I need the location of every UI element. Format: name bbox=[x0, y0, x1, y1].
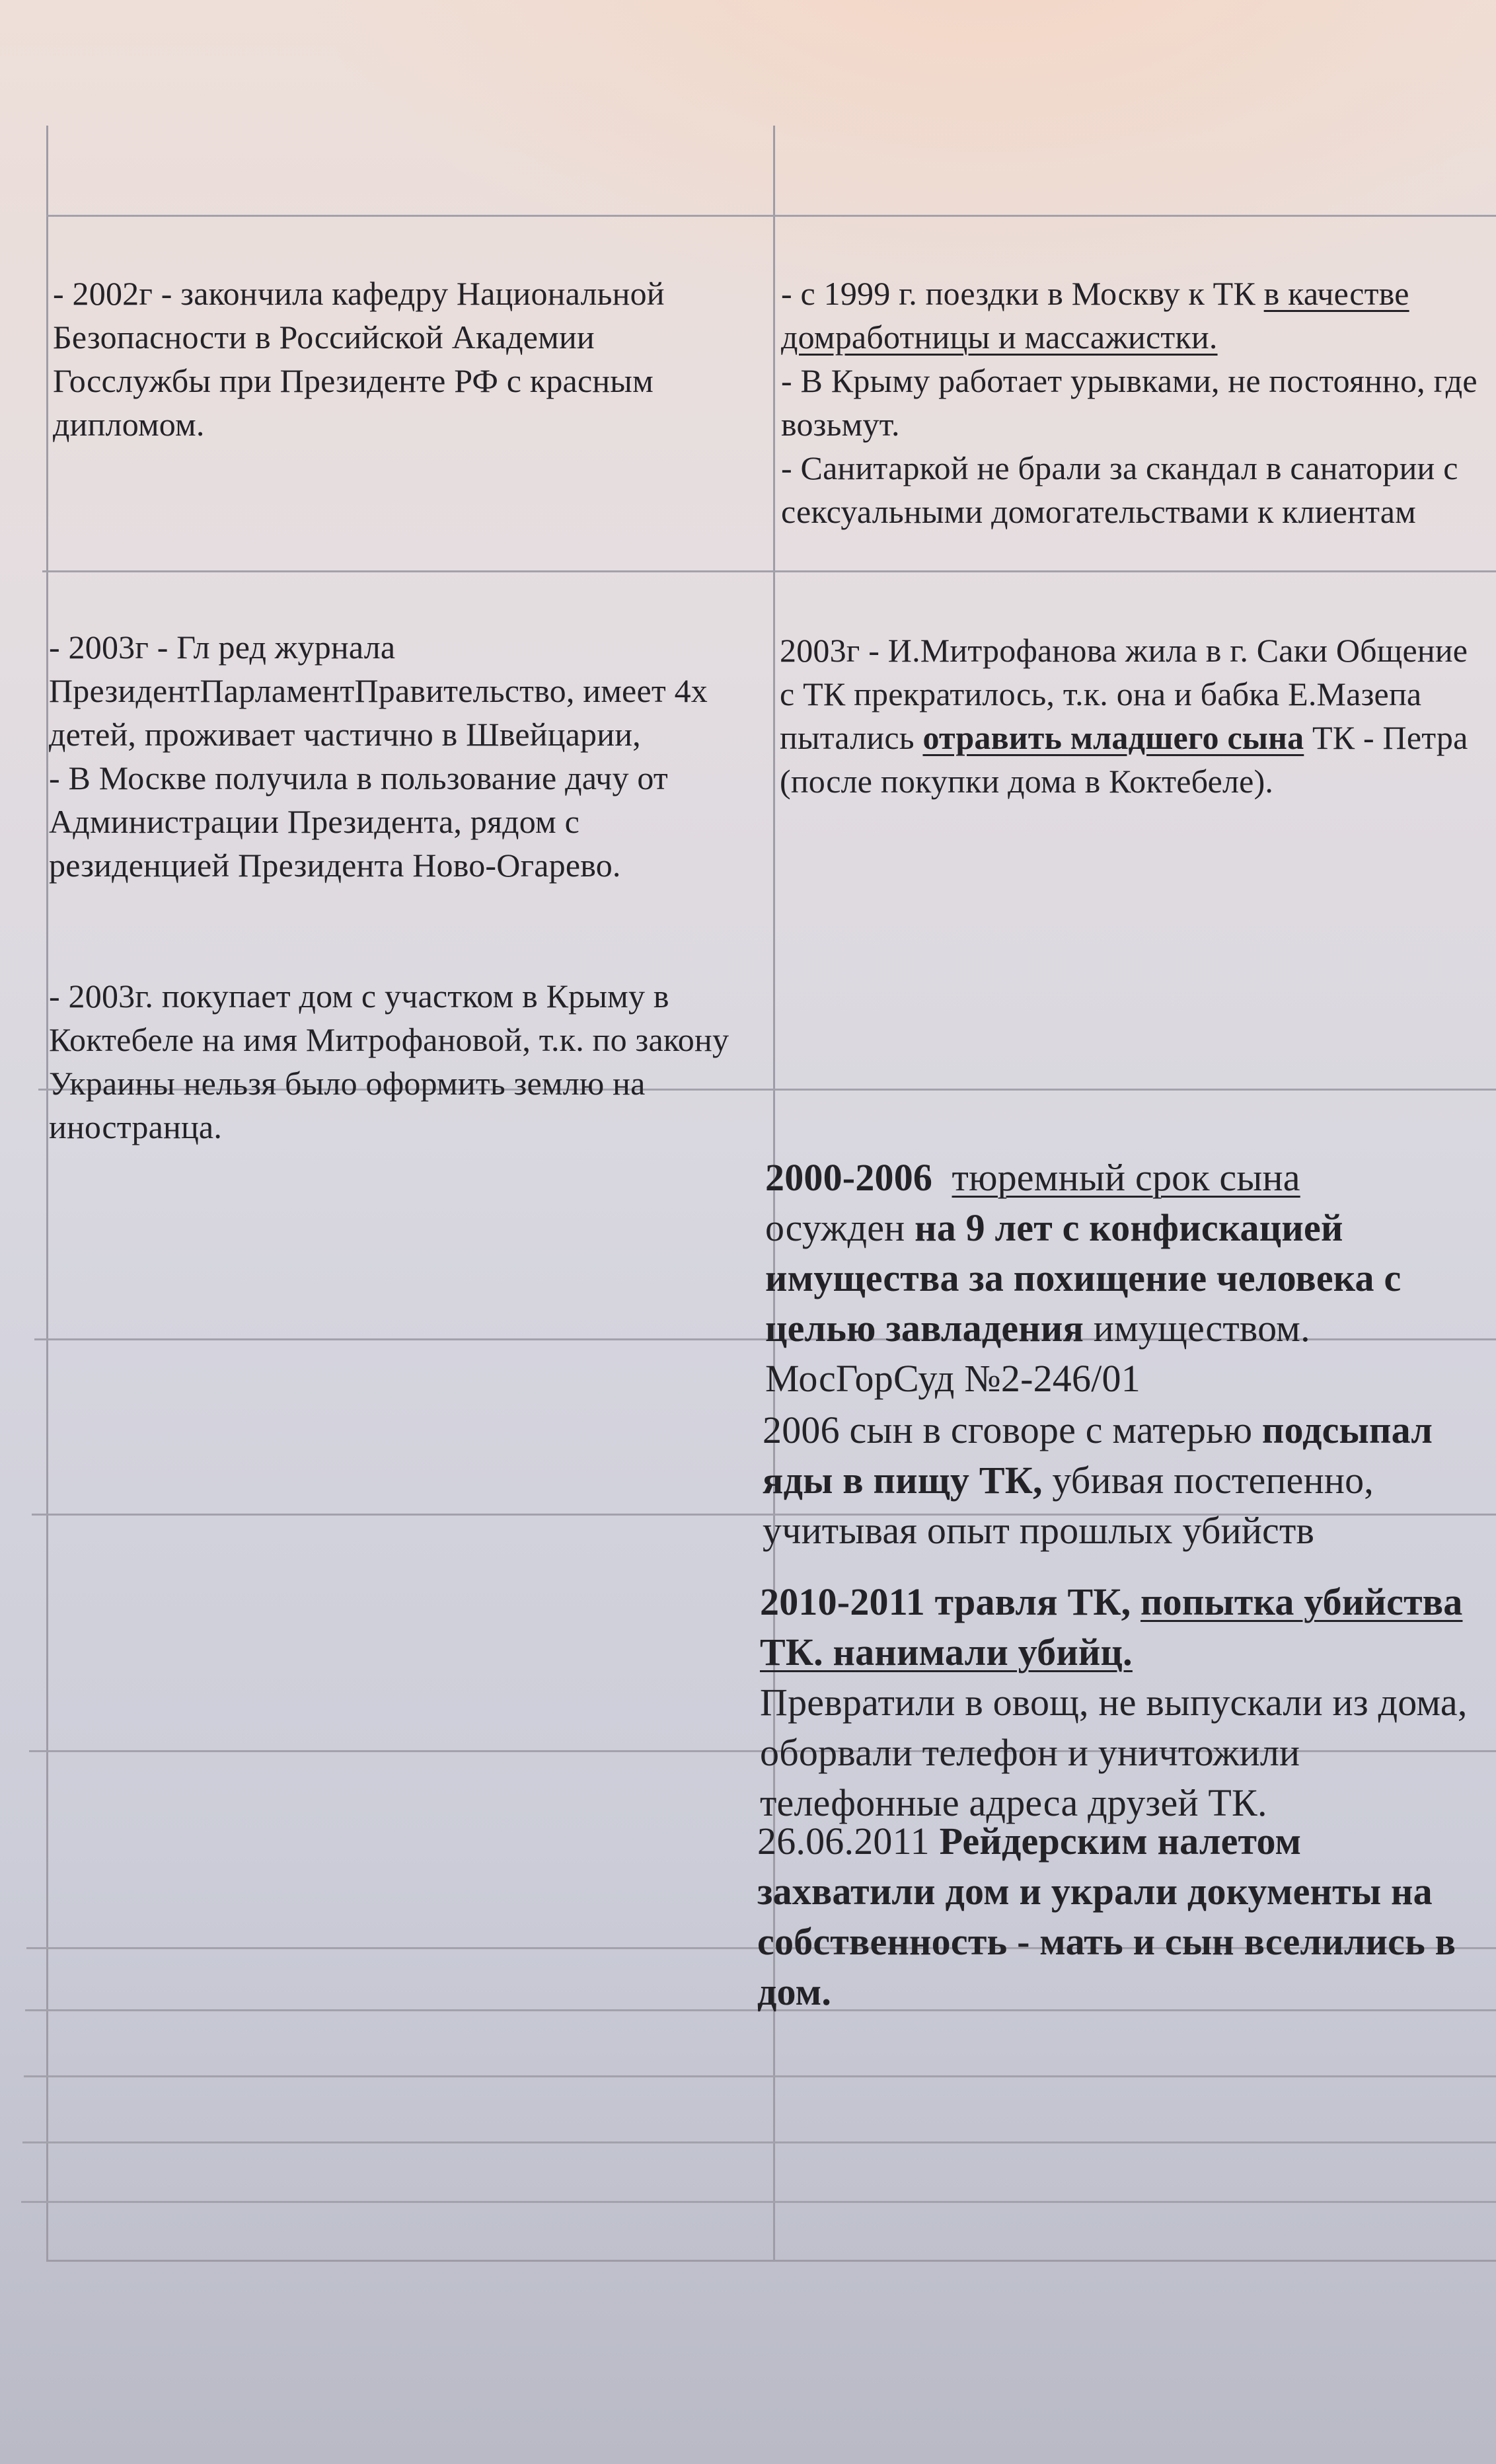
left-cell-2002 bbox=[53, 228, 753, 446]
right-cell-2003 bbox=[780, 585, 1480, 803]
right-2000-bold: на 9 лет с конфискацией имущества за похищение человека с целью завладения bbox=[765, 1206, 1402, 1350]
right-2010-bold: 2010-2011 травля ТК, bbox=[760, 1580, 1141, 1623]
right-1999-text-3: - Санитаркой не брали за скандал в санатории с сексуальными домогательствами к клиентам bbox=[781, 449, 1458, 530]
right-2010-text: Превратили в овощ, не выпускали из дома, оборвали телефон и уничтожили телефонные адреса друзей ТК. bbox=[760, 1681, 1468, 1824]
left-2003-text-b: - В Москве получила в пользование дачу от Администрации Президента, рядом с резиденцией Президента Ново-Огарево. bbox=[49, 759, 668, 884]
right-2000-year: 2000-2006 bbox=[765, 1156, 933, 1199]
right-2011-date: 26.06.2011 bbox=[757, 1820, 940, 1863]
left-2003-text-a: - 2003г - Гл ред журнала ПрезидентПарламентПравительство, имеет 4х детей, проживает частично в Швейцарии, bbox=[49, 629, 708, 753]
row-divider bbox=[24, 2075, 1496, 2077]
right-2000-underline: тюремный срок сына bbox=[952, 1156, 1300, 1199]
row-divider bbox=[21, 2201, 1496, 2203]
row-divider bbox=[22, 2141, 1496, 2143]
spacer bbox=[49, 887, 756, 931]
left-2002-text: - 2002г - закончила кафедру Национальной Безопасности в Российской Академии Госслужбы при Президенте РФ с красным дипломом. bbox=[53, 275, 665, 443]
right-1999-text: - с 1999 г. поездки в Москву к ТК bbox=[781, 275, 1264, 312]
right-2000-text-1: осужден bbox=[765, 1206, 915, 1249]
right-2003-bold-underline: отравить младшего сына bbox=[922, 719, 1304, 756]
row-divider bbox=[42, 570, 1496, 572]
left-cell-2003 bbox=[49, 582, 756, 1149]
right-2006-bold: подсыпал яды в пищу ТК, bbox=[763, 1408, 1433, 1502]
right-2010-bold-underline: попытка убийства ТК. нанимали убийц. bbox=[760, 1580, 1463, 1674]
right-1999-underline: в качестве домработницы и массажистки. bbox=[781, 275, 1409, 356]
right-cell-1999 bbox=[781, 228, 1488, 533]
right-1999-text-2: - В Крыму работает урывками, не постоянно, где возьмут. bbox=[781, 362, 1477, 443]
row-divider bbox=[46, 215, 1496, 217]
right-2003-text-post: ТК - Петра (после покупки дома в Коктебеле). bbox=[780, 719, 1468, 800]
right-2011-bold: Рейдерским налетом захватили дом и украли документы на собственность - мать и сын вселились в дом. bbox=[757, 1820, 1456, 2013]
left-2003-text-c: - 2003г. покупает дом с участком в Крыму в Коктебеле на имя Митрофановой, т.к. по закону Украины нельзя было оформить землю на иностранца. bbox=[49, 978, 729, 1145]
right-2006-text-post: убивая постепенно, учитывая опыт прошлых убийств bbox=[763, 1459, 1374, 1552]
right-cell-2011 bbox=[757, 1766, 1477, 2017]
right-2003-text: 2003г - И.Митрофанова жила в г. Саки Общение с ТК прекратилось, т.к. она и бабка Е.Мазепа пытались bbox=[780, 632, 1468, 756]
right-cell-2006 bbox=[763, 1355, 1483, 1556]
right-2006-text: 2006 сын в сговоре с матерью bbox=[763, 1408, 1262, 1451]
right-2000-text-2: имуществом. МосГорСуд №2-246/01 bbox=[765, 1307, 1310, 1400]
